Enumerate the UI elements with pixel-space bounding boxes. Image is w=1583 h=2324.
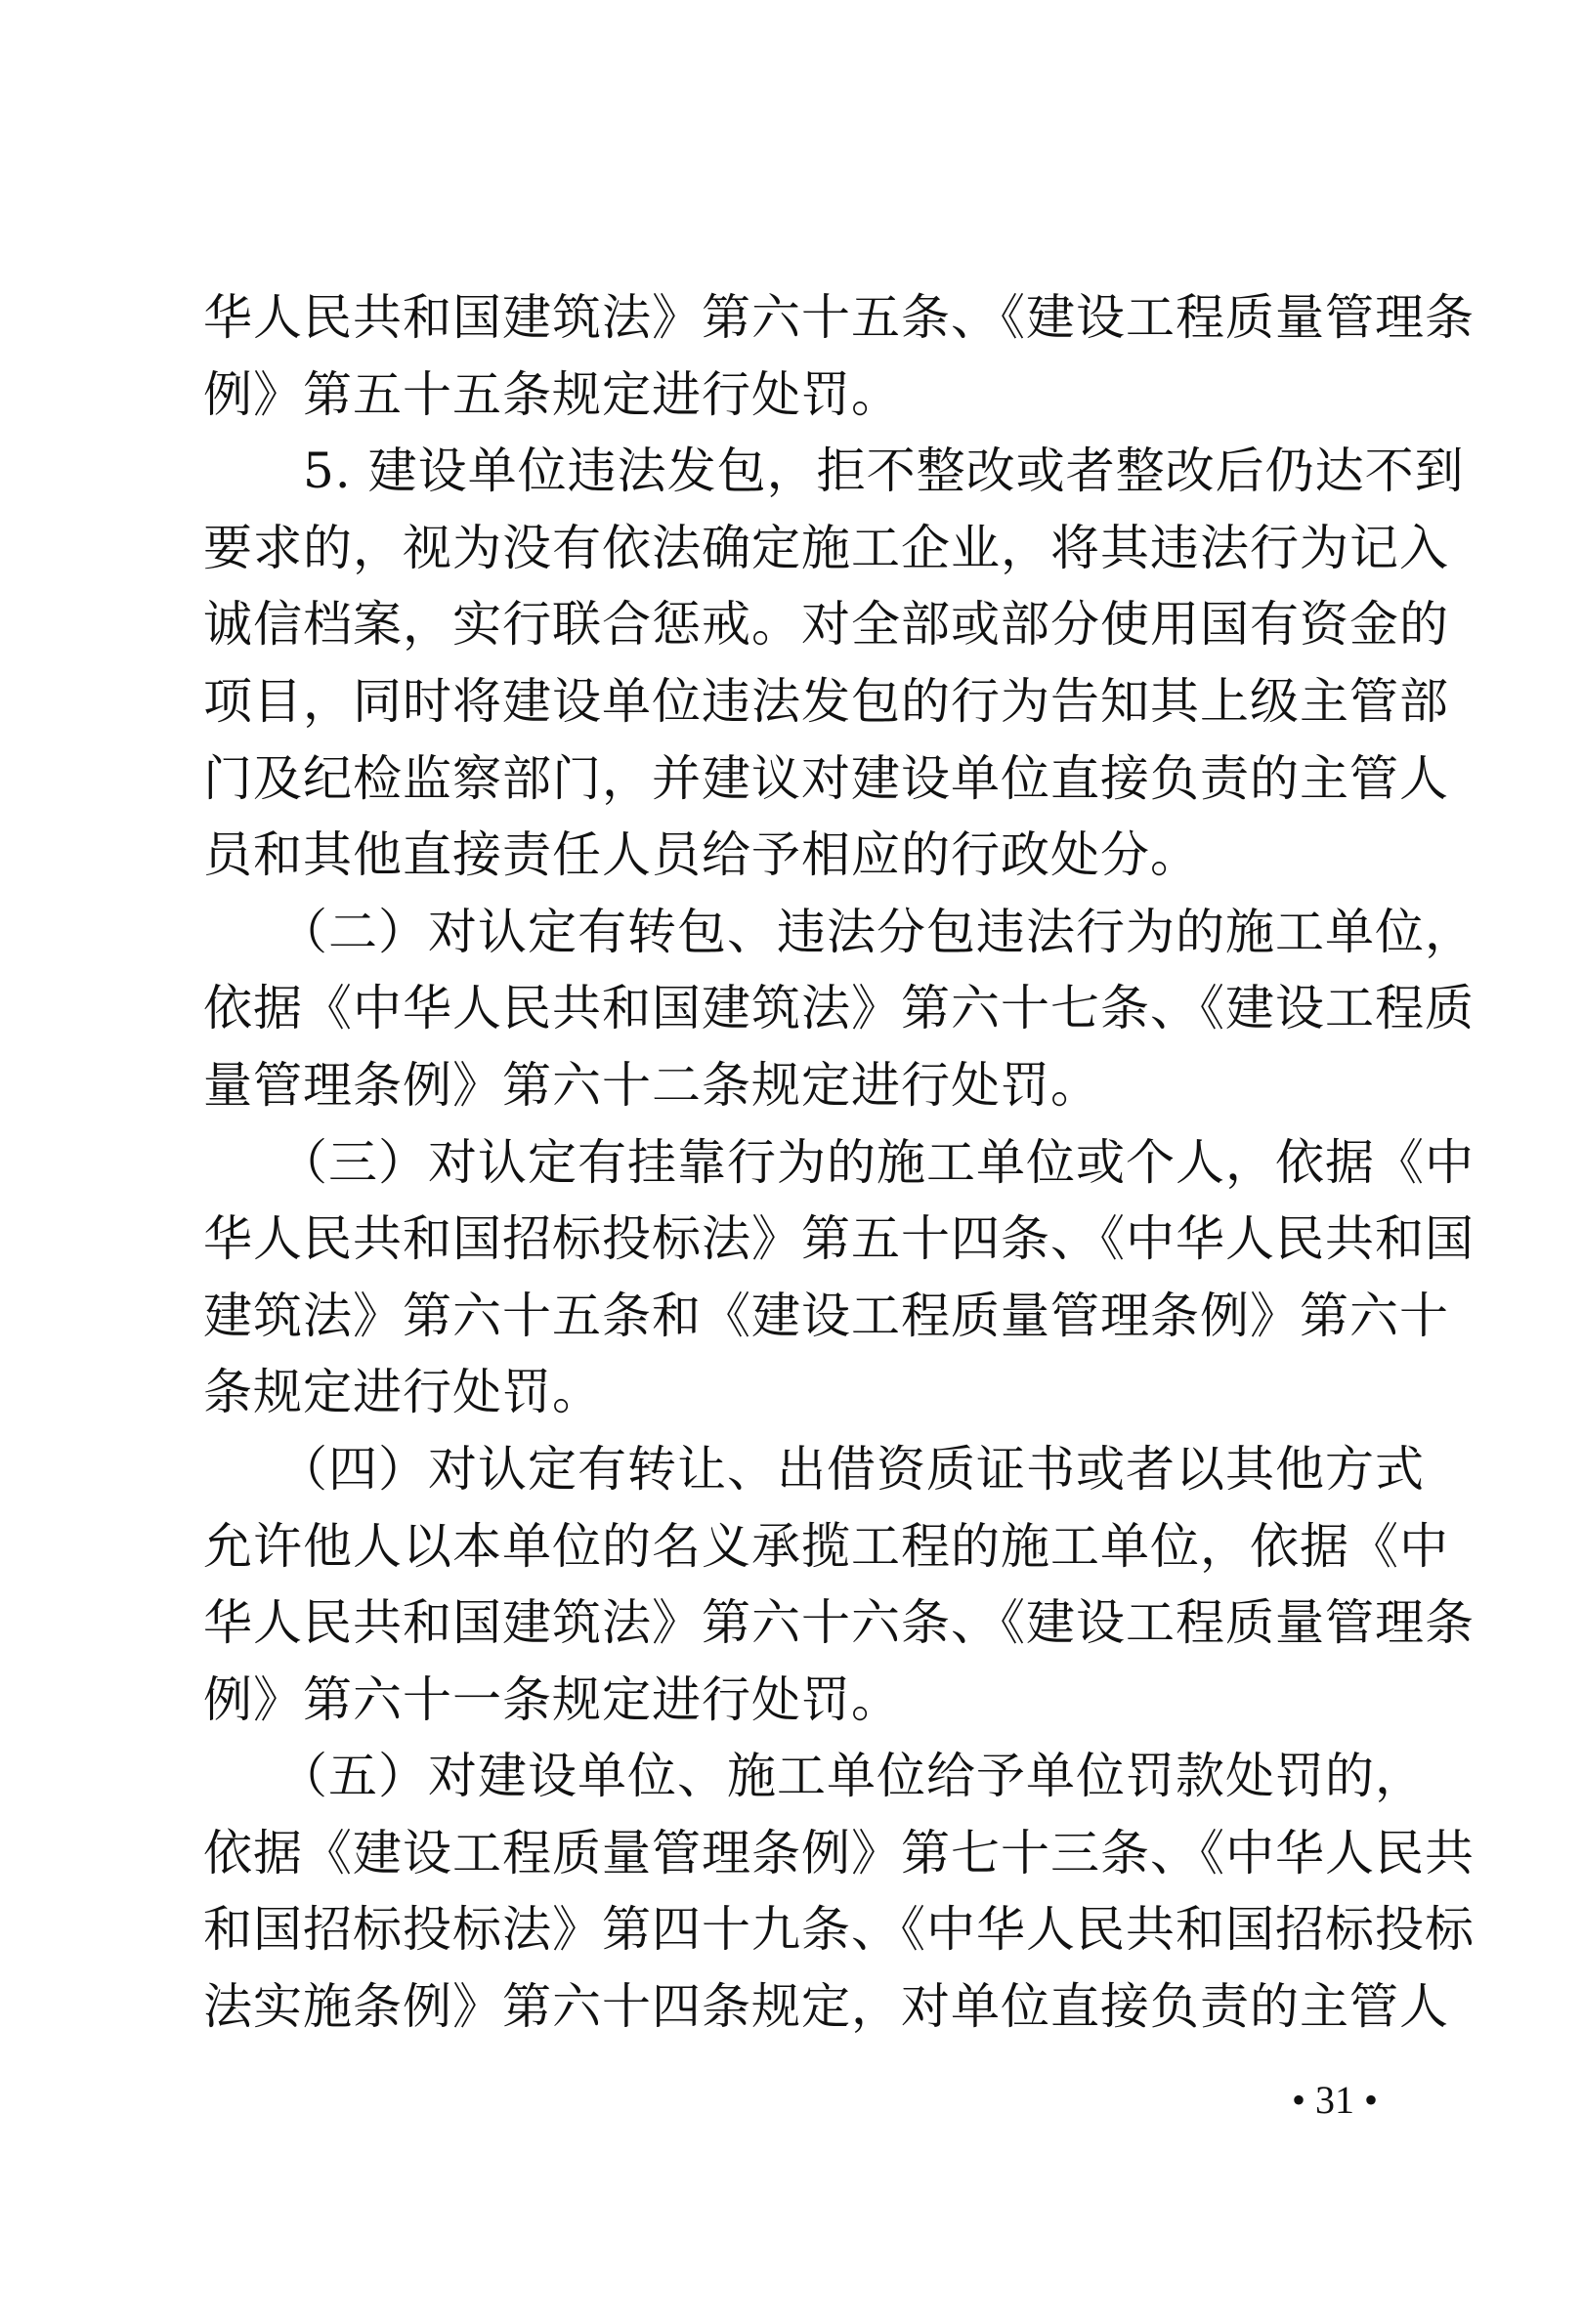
text-line: 条规定进行处罚。 (203, 1364, 602, 1421)
text-line: 诚信档案，实行联合惩戒。对全部或部分使用国有资金的 (203, 596, 1449, 654)
text-line: （五）对建设单位、施工单位给予单位罚款处罚的， (203, 1748, 1425, 1805)
text-line: 依据《建设工程质量管理条例》第七十三条、《中华人民共 (203, 1824, 1475, 1881)
text-line: 和国招标投标法》第四十九条、《中华人民共和国招标投标 (203, 1901, 1475, 1959)
text-line: 要求的，视为没有依法确定施工企业，将其违法行为记入 (203, 519, 1449, 576)
text-line: 法实施条例》第六十四条规定，对单位直接负责的主管人 (203, 1978, 1449, 2036)
text-line: （二）对认定有转包、违法分包违法行为的施工单位， (203, 903, 1475, 960)
text-line: 例》第六十一条规定进行处罚。 (203, 1670, 901, 1728)
page-number: • 31 • (1291, 2078, 1378, 2122)
text-line: 员和其他直接责任人员给予相应的行政处分。 (203, 826, 1200, 884)
text-line: 华人民共和国招标投标法》第五十四条、《中华人民共和国 (203, 1210, 1475, 1268)
text-line: （三）对认定有挂靠行为的施工单位或个人，依据《中 (203, 1133, 1475, 1191)
text-line: 允许他人以本单位的名义承揽工程的施工单位，依据《中 (203, 1517, 1449, 1575)
text-line: 例》第五十五条规定进行处罚。 (203, 365, 901, 423)
text-line: 华人民共和国建筑法》第六十六条、《建设工程质量管理条 (203, 1594, 1475, 1652)
body-text (203, 279, 1475, 2046)
text-line: 门及纪检监察部门，并建议对建设单位直接负责的主管人 (203, 749, 1449, 807)
text-line: 项目，同时将建设单位违法发包的行为告知其上级主管部 (203, 672, 1449, 730)
text-line: 建筑法》第六十五条和《建设工程质量管理条例》第六十 (203, 1287, 1449, 1344)
text-line: 华人民共和国建筑法》第六十五条、《建设工程质量管理条 (203, 289, 1475, 346)
text-line: （四）对认定有转让、出借资质证书或者以其他方式 (203, 1440, 1425, 1498)
text-line: 5. 建设单位违法发包，拒不整改或者整改后仍达不到 (203, 443, 1465, 500)
text-line: 量管理条例》第六十二条规定进行处罚。 (203, 1056, 1100, 1114)
text-line: 依据《中华人民共和国建筑法》第六十七条、《建设工程质 (203, 980, 1475, 1037)
